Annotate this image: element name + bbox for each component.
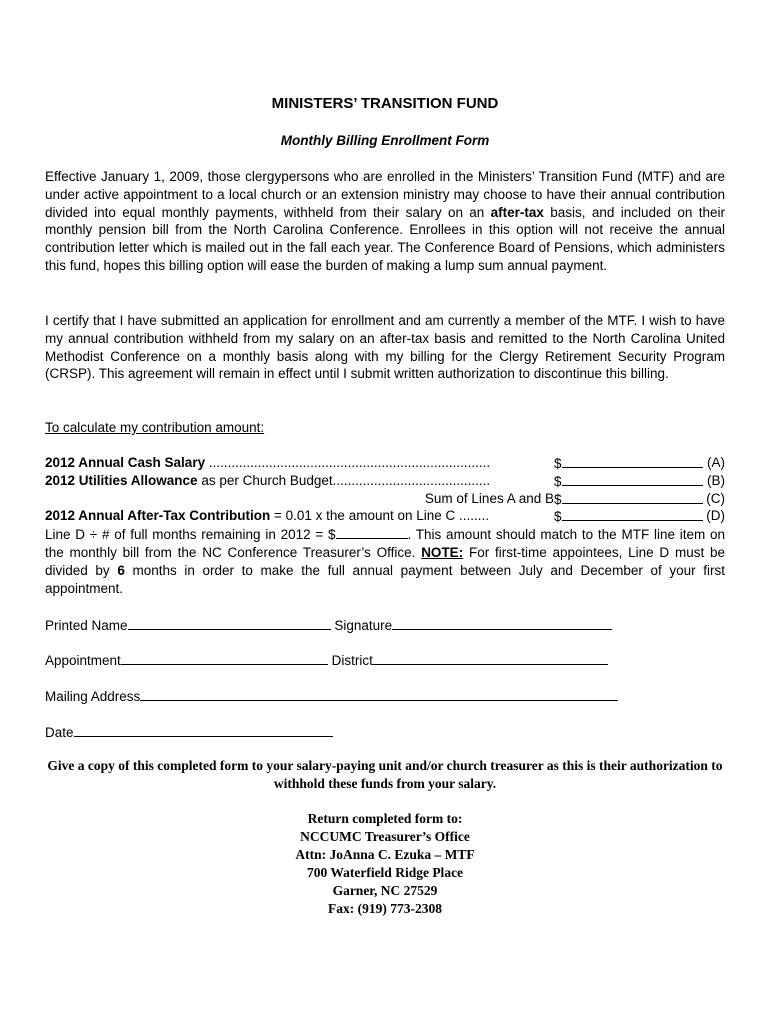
return-street: 700 Waterfield Ridge Place [306,865,464,880]
return-address [45,810,725,918]
line-a-bold: 2012 Annual Cash Salary [45,455,206,470]
line-d-label [45,507,489,525]
months-count: 6 [117,562,125,578]
signature-field[interactable] [392,615,612,630]
calc-section [45,454,725,597]
certify-paragraph: I certify that I have submitted an application for enrollment and am currently a member of the MTF. I wish to have my annual contribution withheld from my salary on an after-tax basis and remitted to the North Carolina United Methodist Conference on a monthly basis along with my billing for the Clergy Retirement Security Program (CRSP). This agreement will remain in effect until I submit written authorization to discontinue this billing. [45,313,725,382]
line-a-amount [554,454,703,473]
appointment-label: Appointment [45,653,121,668]
appointment-district-row [45,650,608,668]
page-title: MINISTERS’ TRANSITION FUND [271,95,499,112]
form-subtitle: Monthly Billing Enrollment Form [280,133,490,148]
line-b-rest: as per Church Budget.......................................... [197,472,491,488]
note-label: NOTE: [421,544,464,560]
return-heading: Return completed form to: [307,811,463,826]
name-signature-row [45,615,612,633]
intro-bold-text: after-tax [490,204,544,220]
district-label: District [331,653,373,668]
mailing-address-label: Mailing Address [45,689,141,704]
line-d-tag: (D) [706,508,725,524]
intro-text-1: Effective January 1, 2009, those clergypersons who are enrolled in the Ministers’ Transition Fund (MTF) and are under active appointment to a local church or an extension ministry may choose to have their annual contribution divided into equal monthly payments, withheld from their salary on an [45,169,725,220]
dollar-sign: $ [554,456,562,471]
instructions-text: Give a copy of this completed form to your salary-paying unit and/or church treasurer as this is their authorization to withhold these funds from your salary. [47,758,723,791]
line-c-row [45,490,725,508]
return-attn: Attn: JoAnna C. Ezuka – MTF [295,847,475,862]
line-a-blank[interactable] [562,454,703,468]
appointment-field[interactable] [121,650,328,665]
date-field[interactable] [74,722,333,737]
intro-text-2: basis, and included on their monthly pension bill from the North Carolina Conference. Enrollees in this option will not receive the annual contribution letter which is mailed out in the fall each year. The Conference Board of Pensions, which administers this fund, hopes this billing option will ease the burden of making a lump sum annual payment. [45,204,725,273]
dollar-sign: $ [554,509,562,525]
district-field[interactable] [373,650,608,665]
line-b-tag: (B) [707,472,725,488]
line-c-tag: (C) [706,490,725,506]
monthly-calc-text: Line D ÷ # of full months remaining in 2012 = $ [45,527,336,543]
return-city: Garner, NC 27529 [332,883,438,898]
line-b-blank[interactable] [562,472,703,486]
mailing-address-field[interactable] [140,686,618,701]
line-d-blank[interactable] [562,507,703,521]
line-d-rest: = 0.01 x the amount on Line C ........ [270,508,490,524]
line-a-tag: (A) [707,455,725,470]
note-text-end: months in order to make the full annual payment between July and December of your first appointment. [45,562,725,596]
monthly-calc-text-2: . This amount should match to the MTF line item on the monthly bill from the NC Conference Treasurer’s Office. [45,527,725,560]
line-c-amount [554,490,703,509]
intro-paragraph [45,168,725,275]
line-a-row [45,454,725,472]
return-fax: Fax: (919) 773-2308 [328,901,442,916]
mailing-address-row [45,686,618,704]
line-b-label [45,472,490,490]
printed-name-field[interactable] [128,615,331,630]
calc-heading: To calculate my contribution amount: [45,420,265,435]
dollar-sign: $ [554,473,562,489]
monthly-calc-paragraph [45,525,725,597]
line-c-blank[interactable] [562,490,703,504]
dollar-sign: $ [554,491,562,507]
date-label: Date [45,725,74,740]
line-d-amount [554,507,703,526]
line-a-dots: ........................................................................... [205,455,491,470]
line-d-bold: 2012 Annual After-Tax Contribution [45,508,271,524]
line-b-row [45,472,725,490]
date-row [45,722,333,740]
line-b-amount [554,472,703,491]
note-text: For first-time appointees, Line D must be divided by [45,544,726,578]
line-d-row [45,507,725,525]
signature-label: Signature [334,618,393,633]
printed-name-label: Printed Name [45,618,128,633]
line-b-bold: 2012 Utilities Allowance [45,472,198,488]
return-office: NCCUMC Treasurer’s Office [300,829,470,844]
monthly-amount-blank[interactable] [336,525,408,539]
line-a-label [45,454,490,472]
line-c-label: Sum of Lines A and B [424,490,554,506]
